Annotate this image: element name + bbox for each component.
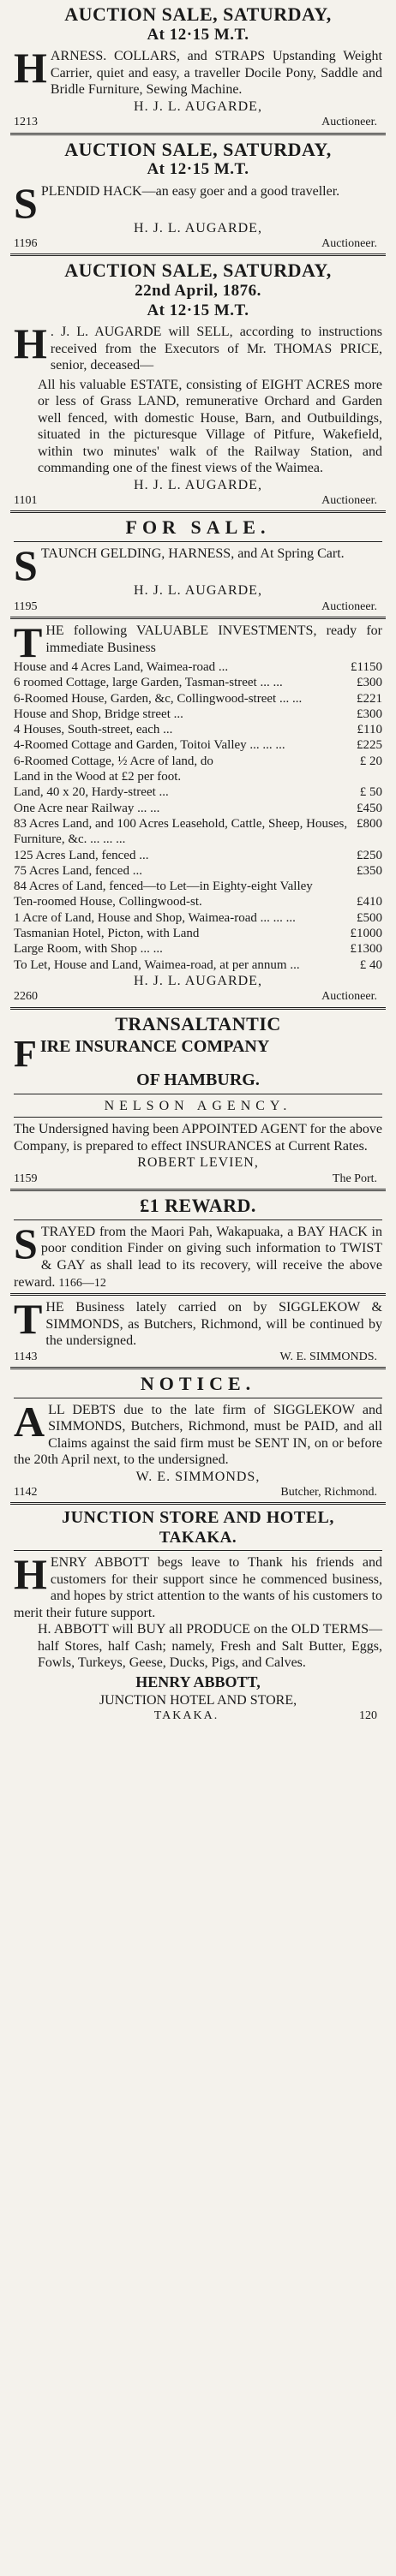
investment-price: £1300 (350, 942, 382, 957)
investment-price: £ 50 (359, 785, 382, 800)
investment-description: House and 4 Acres Land, Waimea-road ... (14, 660, 229, 674)
drop-cap: S (14, 178, 38, 227)
ad-number: 1142 (14, 1486, 38, 1500)
auction-ad-estate (10, 259, 386, 508)
investment-item (14, 801, 382, 816)
investment-price: £ 40 (359, 957, 382, 972)
divider (10, 510, 386, 513)
investment-description: 4 Houses, South-street, each ... (14, 723, 173, 737)
investment-price: £800 (357, 816, 382, 831)
ad-title: AUCTION SALE, SATURDAY, (64, 3, 332, 25)
signature: W. E. SIMMONDS. (279, 1350, 377, 1363)
divider (10, 253, 386, 256)
ad-number: 1143 (14, 1350, 38, 1363)
ad-subtitle: At 12·15 M.T. (147, 160, 249, 179)
ad-number: 1196 (14, 237, 38, 251)
investment-item (14, 691, 382, 707)
divider (10, 133, 386, 135)
signature: W. E. SIMMONDS, (135, 1469, 261, 1484)
investment-price: £500 (357, 910, 382, 925)
investment-description: One Acre near Railway ... ... (14, 801, 160, 815)
divider (10, 1293, 386, 1296)
drop-cap: T (14, 618, 43, 666)
divider (10, 1007, 386, 1010)
investment-description: 6 roomed Cottage, large Garden, Tasman-street ... ... (14, 676, 283, 690)
business-name: JUNCTION HOTEL AND STORE, (99, 1692, 297, 1708)
divider (14, 1219, 382, 1220)
investment-description: Ten-roomed House, Collingwood-st. (14, 895, 202, 909)
investment-item (14, 722, 382, 737)
ad-number: 1195 (14, 599, 38, 613)
investment-description: 83 Acres Land, and 100 Acres Leasehold, Cattle, Sheep, Houses, Furniture, &c. ... ... ... (14, 816, 348, 847)
investment-item (14, 863, 382, 879)
investment-price: £1000 (350, 927, 382, 941)
investment-price: £250 (357, 848, 382, 862)
investment-item (14, 784, 382, 800)
ad-body: The Undersigned having been APPOINTED AGENT for the above Company, is prepared to effect INSURANCES at Current Rates. (14, 1122, 382, 1154)
ad-number: 2260 (14, 990, 38, 1004)
investment-description: 1 Acre of Land, House and Shop, Waimea-road ... ... ... (14, 910, 296, 925)
investment-description: Land in the Wood at £2 per foot. (14, 770, 182, 784)
divider (14, 541, 382, 542)
drop-cap: F (14, 1033, 37, 1076)
divider (10, 1367, 386, 1369)
ad-number: 1166—12 (58, 1276, 106, 1290)
drop-cap: A (14, 1397, 45, 1446)
investment-description: To Let, House and Land, Waimea-road, at per annum ... (14, 957, 300, 972)
investment-item (14, 926, 382, 941)
investment-item (14, 737, 382, 753)
divider (10, 617, 386, 619)
ad-title: NOTICE. (140, 1372, 256, 1394)
ad-body: HE Business lately carried on by SIGGLEKOW & SIMMONDS, as Butchers, Richmond, will be continued by the undersigned. (45, 1300, 382, 1349)
signature: H. J. L. AUGARDE, (134, 583, 262, 599)
auctioneer-title: Auctioneer. (321, 990, 377, 1004)
investment-item (14, 894, 382, 909)
ad-date: 22nd April, 1876. (135, 282, 261, 301)
investment-description: 75 Acres Land, fenced ... (14, 863, 142, 878)
investment-item (14, 707, 382, 722)
auctioneer-title: Auctioneer. (321, 599, 377, 613)
signature: H. J. L. AUGARDE, (134, 98, 262, 114)
location: The Port. (332, 1172, 377, 1185)
investment-description: Tasmanian Hotel, Picton, with Land (14, 927, 200, 941)
signature: H. J. L. AUGARDE, (134, 220, 262, 236)
ad-body-estate: All his valuable ESTATE, consisting of EIGHT ACRES more or less of Grass LAND, remunerative Orchard and Garden well fenced, with domestic House, Barn, and Outbuildings, situated in the picturesque Village of Pitfure, Wakefield, within two minutes' walk of the Railway Station, and commanding one of the finest views of the Waimea. (38, 377, 382, 476)
drop-cap: H (14, 319, 47, 368)
agency-heading: NELSON AGENCY. (104, 1098, 292, 1113)
investment-description: 6-Roomed Cottage, ½ Acre of land, do (14, 754, 213, 768)
ad-title: TRANSALTANTIC (115, 1012, 281, 1035)
investment-price: £ 20 (359, 754, 382, 768)
investment-item (14, 957, 382, 973)
ad-time: At 12·15 M.T. (147, 301, 249, 319)
insurance-ad (10, 1013, 386, 1186)
investment-price: £225 (357, 738, 382, 753)
investment-description: Land, 40 x 20, Hardy-street ... (14, 785, 169, 800)
divider (14, 1117, 382, 1118)
auctioneer-title: Auctioneer. (321, 116, 377, 129)
company-city: OF HAMBURG. (136, 1070, 260, 1090)
signature: H. J. L. AUGARDE, (134, 973, 262, 988)
drop-cap: H (14, 1550, 47, 1599)
signature: H. J. L. AUGARDE, (134, 477, 262, 492)
investment-description: 6-Roomed House, Garden, &c, Collingwood-street ... ... (14, 691, 303, 706)
investment-item (14, 848, 382, 863)
ad-body: TAUNCH GELDING, HARNESS, and At Spring Cart. (40, 546, 345, 562)
investment-description: 4-Roomed Cottage and Garden, Toitoi Valley ... ... ... (14, 738, 285, 753)
drop-cap: T (14, 1295, 43, 1344)
drop-cap: S (14, 541, 38, 590)
ad-body: ARNESS. COLLARS, and STRAPS Upstanding Weight Carrier, quiet and easy, a traveller Docile Pony, Saddle and Bridle Furniture, Sewing Machine. (50, 49, 382, 98)
investment-description: Large Room, with Shop ... ... (14, 942, 163, 957)
reward-ad (10, 1195, 386, 1291)
newspaper-column (10, 0, 386, 2573)
auction-ad-harness (10, 3, 386, 130)
junction-store-ad (10, 1508, 386, 1723)
signer-title: Butcher, Richmond. (280, 1486, 377, 1500)
ad-body: . J. L. AUGARDE will SELL, according to instructions received from the Executors of Mr. THOMAS PRICE, senior, deceased— (50, 325, 382, 373)
investment-price: £300 (357, 676, 382, 690)
ad-number: 1101 (14, 494, 38, 508)
investment-description: 84 Acres of Land, fenced—to Let—in Eighty-eight Valley (14, 880, 313, 894)
investments-ad (10, 618, 386, 1005)
ad-title: AUCTION SALE, SATURDAY, (64, 138, 332, 160)
auctioneer-title: Auctioneer. (321, 237, 377, 251)
location: TAKAKA. (153, 1709, 219, 1723)
divider (14, 1550, 382, 1551)
divider (10, 1189, 386, 1191)
investment-item (14, 675, 382, 690)
notice-ad (10, 1373, 386, 1500)
for-sale-ad (10, 516, 386, 614)
investment-price: £300 (357, 707, 382, 721)
investment-item (14, 659, 382, 675)
ad-title: FOR SALE. (125, 516, 271, 539)
ad-number: 120 (359, 1709, 377, 1723)
investment-item (14, 769, 382, 784)
investment-price: £221 (357, 691, 382, 706)
company-name: IRE INSURANCE COMPANY (39, 1037, 270, 1057)
ad-body: ENRY ABBOTT begs leave to Thank his friends and customers for their support since he commenced business, and hopes by strict attention to the wants of his customers to merit their future support. (14, 1555, 382, 1620)
investment-item (14, 910, 382, 926)
investment-price: £450 (357, 801, 382, 815)
signature: HENRY ABBOTT, (135, 1673, 261, 1690)
investment-description: 125 Acres Land, fenced ... (14, 848, 149, 862)
investment-price: £110 (357, 723, 382, 737)
investment-item (14, 754, 382, 769)
investment-price: £410 (357, 895, 382, 909)
ad-subtitle: TAKAKA. (159, 1528, 237, 1547)
butchers-business-ad (10, 1295, 386, 1364)
ad-subtitle: At 12·15 M.T. (147, 25, 249, 44)
investments-list (14, 659, 382, 973)
ad-body: PLENDID HACK—an easy goer and a good traveller. (40, 183, 340, 199)
ad-title: JUNCTION STORE AND HOTEL, (62, 1508, 334, 1528)
auctioneer-title: Auctioneer. (321, 494, 377, 508)
auction-ad-hack (10, 139, 386, 252)
ad-body: LL DEBTS due to the late firm of SIGGLEKOW and SIMMONDS, Butchers, Richmond, must be PAID, and all Claims against the said firm must be SENT IN, on or before the 20th April next, to the undersigned. (14, 1402, 382, 1468)
ad-number: 1213 (14, 116, 38, 129)
investment-description: House and Shop, Bridge street ... (14, 707, 183, 721)
ad-body: TRAYED from the Maori Pah, Wakapuaka, a BAY HACK in poor condition Finder on giving such information to TWIST & GAY as shall lead to its recovery, will receive the above reward. (14, 1224, 382, 1290)
drop-cap: H (14, 44, 47, 92)
investment-item (14, 941, 382, 957)
ad-intro: HE following VALUABLE INVESTMENTS, ready for immediate Business (45, 623, 382, 655)
drop-cap: S (14, 1219, 38, 1267)
investment-item (14, 879, 382, 894)
ad-body-produce: H. ABBOTT will BUY all PRODUCE on the OLD TERMS—half Stores, half Cash; namely, Fresh and Salt Butter, Eggs, Fowls, Turkeys, Geese, Ducks, Pigs, and Calves. (38, 1622, 382, 1671)
investment-price: £1150 (351, 660, 382, 674)
ad-title: AUCTION SALE, SATURDAY, (64, 259, 332, 282)
ad-number: 1159 (14, 1172, 38, 1185)
divider (10, 1502, 386, 1505)
investment-item (14, 816, 382, 848)
ad-title: £1 REWARD. (140, 1195, 256, 1217)
signature: ROBERT LEVIEN, (137, 1155, 259, 1171)
investment-price: £350 (357, 863, 382, 878)
